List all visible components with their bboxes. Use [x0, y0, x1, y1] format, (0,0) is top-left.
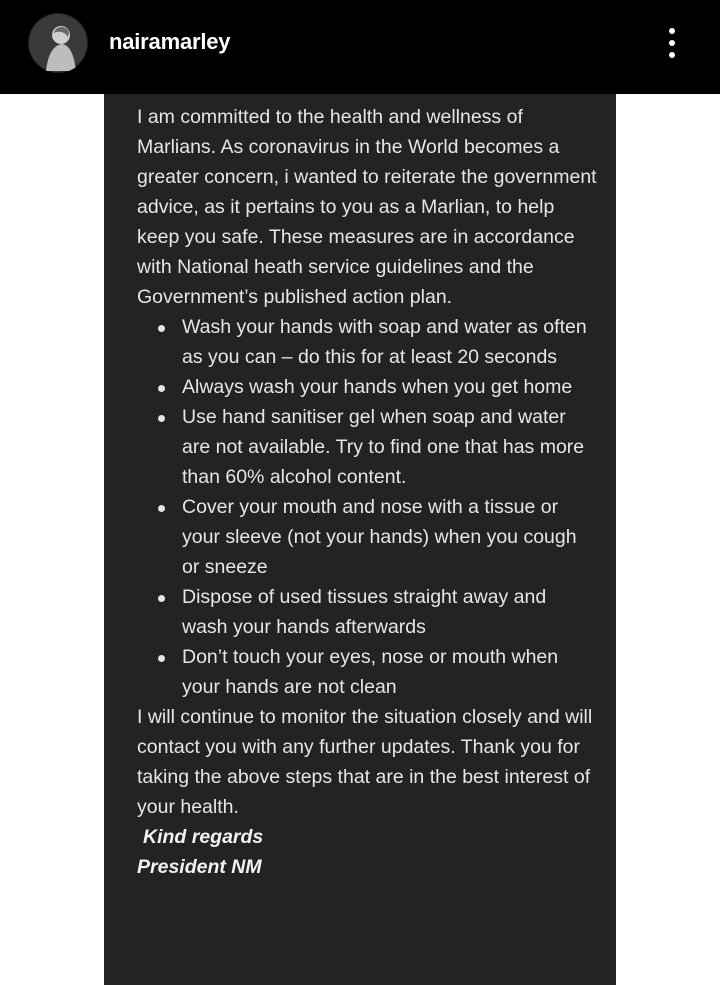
bullet-icon [158, 595, 165, 602]
list-item-text: Don’t touch your eyes, nose or mouth when your hands are not clean [182, 646, 559, 698]
more-options-button[interactable] [660, 26, 684, 62]
avatar[interactable] [28, 13, 88, 73]
bullet-icon [158, 385, 165, 392]
bullet-icon [158, 325, 165, 332]
list-item-text: Always wash your hands when you get home [182, 376, 573, 398]
signoff: Kind regards [143, 826, 264, 848]
username[interactable]: nairamarley [109, 29, 231, 54]
list-item [137, 312, 597, 372]
signature: President NM [137, 856, 262, 878]
bullet-icon [158, 505, 165, 512]
list-item-text: Wash your hands with soap and water as often as you can – do this for at least 20 seconds [182, 316, 587, 368]
list-item [137, 402, 597, 492]
list-item-text: Cover your mouth and nose with a tissue or your sleeve (not your hands) when you cough or sneeze [182, 496, 577, 578]
list-item-text: Dispose of used tissues straight away and wash your hands afterwards [182, 586, 547, 638]
list-item [137, 492, 597, 582]
list-item-text: Use hand sanitiser gel when soap and water are not available. Try to find one that has more than 60% alcohol content. [182, 406, 585, 488]
bullet-icon [158, 415, 165, 422]
list-item [137, 642, 597, 702]
closing-paragraph: I will continue to monitor the situation closely and will contact you with any further updates. Thank you for taking the above steps that are in the best interest of your health. [137, 706, 593, 818]
post-image [104, 94, 616, 985]
more-vertical-icon [660, 26, 684, 62]
list-item [137, 582, 597, 642]
advice-list [137, 312, 597, 702]
bullet-icon [158, 655, 165, 662]
list-item [137, 372, 597, 402]
post-header [0, 0, 720, 94]
avatar-image [28, 13, 88, 73]
post-text [137, 102, 597, 882]
intro-paragraph: I am committed to the health and wellness of Marlians. As coronavirus in the World becomes a greater concern, i wanted to reiterate the government advice, as it pertains to you as a Marlian, to help keep you safe. These measures are in accordance with National heath service guidelines and the Government’s published action plan. [137, 106, 597, 308]
